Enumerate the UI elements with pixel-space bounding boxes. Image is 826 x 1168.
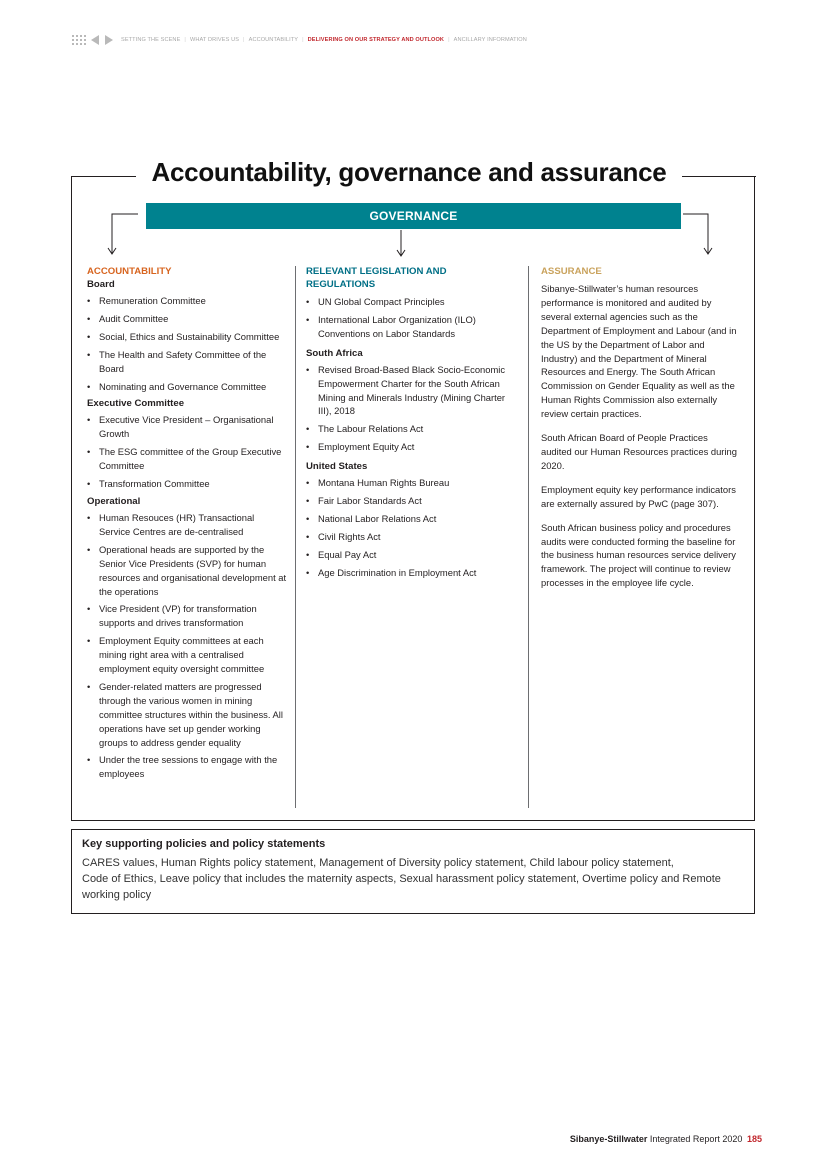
united-states-subheading: United States	[306, 461, 368, 473]
legislation-heading: RELEVANT LEGISLATION AND REGULATIONS	[306, 266, 447, 290]
nav-link-delivering-on-strategy[interactable]: DELIVERING ON OUR STRATEGY AND OUTLOOK	[307, 37, 445, 43]
list-item: • Social, Ethics and Sustainability Committee	[87, 330, 287, 344]
list-item: • Civil Rights Act	[306, 530, 516, 544]
nav-link-what-drives-us[interactable]: WHAT DRIVES US	[189, 37, 240, 43]
south-africa-subheading: South Africa	[306, 347, 363, 359]
list-item: • Under the tree sessions to engage with the employees	[87, 753, 287, 781]
nav-link-accountability[interactable]: ACCOUNTABILITY	[248, 37, 299, 43]
list-item: • Gender-related matters are progressed through the various women in mining committee structures within the business. All operations have set up gender working groups to address gender equality	[87, 680, 287, 750]
assurance-heading: ASSURANCE	[541, 266, 602, 277]
nav-separator: |	[448, 37, 450, 43]
assurance-paragraph: South African Board of People Practices audited our Human Resources practices during 2020.	[541, 432, 737, 471]
list-item: • The Labour Relations Act	[306, 422, 516, 436]
key-policies-line: working policy	[82, 889, 152, 901]
list-item: • International Labor Organization (ILO) Conventions on Labor Standards	[306, 313, 516, 341]
assurance-column	[541, 265, 741, 600]
nav-separator: |	[243, 37, 245, 43]
list-item: • Executive Vice President – Organisational Growth	[87, 413, 287, 441]
list-item: • The ESG committee of the Group Executive Committee	[87, 445, 287, 473]
key-policies-title: Key supporting policies and policy statements	[82, 838, 326, 850]
key-policies-text	[82, 855, 744, 903]
global-legislation-list	[306, 295, 516, 341]
list-item: • Human Resouces (HR) Transactional Service Centres are de-centralised	[87, 511, 287, 539]
executive-committee-subheading: Executive Committee	[87, 398, 185, 410]
list-item: • National Labor Relations Act	[306, 512, 516, 526]
operational-list	[87, 511, 287, 781]
list-item: • Equal Pay Act	[306, 548, 516, 562]
list-item: • Audit Committee	[87, 312, 287, 326]
key-policies-box	[71, 829, 755, 914]
operational-subheading: Operational	[87, 495, 141, 507]
board-list	[87, 294, 287, 393]
key-policies-line: CARES values, Human Rights policy statement, Management of Diversity policy statement, Child labour policy statement,	[82, 857, 674, 869]
south-africa-list	[306, 363, 516, 454]
legislation-column	[306, 265, 516, 584]
page-number: 185	[746, 1134, 762, 1144]
list-item: • Revised Broad-Based Black Socio-Economic Empowerment Charter for the South African Mining and Minerals Industry (Mining Charter III), 2018	[306, 363, 516, 419]
key-policies-line: Code of Ethics, Leave policy that includes the maternity aspects, Sexual harassment policy statement, Overtime policy and Remote	[82, 873, 721, 885]
page-footer	[570, 1134, 762, 1144]
list-item: • The Health and Safety Committee of the Board	[87, 348, 287, 376]
list-item: • Operational heads are supported by the Senior Vice Presidents (SVP) for human resources and organisational development at the operations	[87, 543, 287, 599]
list-item: • Transformation Committee	[87, 477, 287, 491]
list-item: • Employment Equity committees at each mining right area with a centralised employment equity oversight committee	[87, 634, 287, 676]
footer-brand: Sibanye-Stillwater	[569, 1134, 648, 1144]
column-divider	[528, 266, 529, 808]
nav-link-ancillary-information[interactable]: ANCILLARY INFORMATION	[453, 37, 527, 43]
column-divider	[295, 266, 296, 808]
page-title: Accountability, governance and assurance	[151, 157, 667, 187]
list-item: • Remuneration Committee	[87, 294, 287, 308]
assurance-paragraph: Employment equity key performance indicators are externally assured by PwC (page 307).	[541, 483, 736, 509]
accountability-heading: ACCOUNTABILITY	[87, 266, 172, 277]
list-item: • UN Global Compact Principles	[306, 295, 516, 309]
nav-separator: |	[184, 37, 186, 43]
assurance-paragraph: Sibanye-Stillwater’s human resources performance is monitored and audited by several external agencies such as the Department of Employment and Labour (and in the US by the Department of Labor and Industry) and the Department of Mineral Resources and Energy. The South African Commission on Gender Equality as well as the Human Rights Commission also externally review certain practices.	[541, 283, 737, 420]
executive-list	[87, 413, 287, 491]
nav-link-setting-the-scene[interactable]: SETTING THE SCENE	[121, 37, 181, 43]
list-item: • Nominating and Governance Committee	[87, 380, 287, 394]
united-states-list	[306, 476, 516, 579]
assurance-paragraph: South African business policy and procedures audits were conducted forming the baseline for the business human resources service delivery framework. The project will continue to review processes in the employee life cycle.	[541, 521, 736, 589]
list-item: • Fair Labor Standards Act	[306, 494, 516, 508]
list-item: • Montana Human Rights Bureau	[306, 476, 516, 490]
board-subheading: Board	[87, 279, 115, 290]
accountability-column	[87, 265, 287, 785]
governance-banner: GOVERNANCE	[146, 203, 681, 229]
list-item: • Age Discrimination in Employment Act	[306, 566, 516, 580]
list-item: • Employment Equity Act	[306, 440, 516, 454]
connector-arrows	[0, 0, 826, 300]
list-item: • Vice President (VP) for transformation supports and drives transformation	[87, 602, 287, 630]
footer-report-name: Integrated Report 2020	[649, 1134, 743, 1144]
nav-separator: |	[302, 37, 304, 43]
